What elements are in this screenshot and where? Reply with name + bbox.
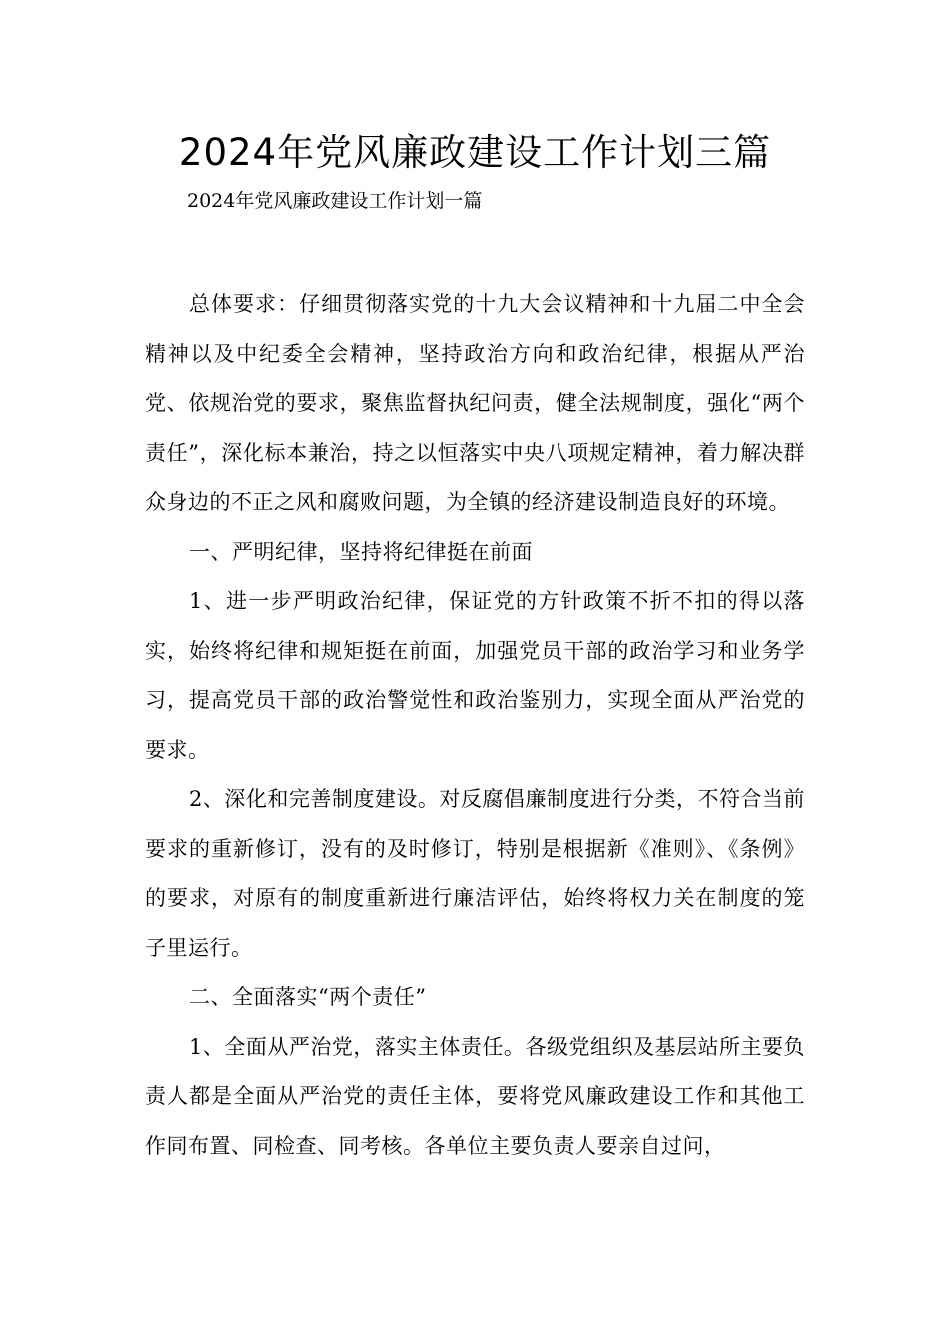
section-heading-1: 一、严明纪律，坚持将纪律挺在前面 bbox=[189, 539, 533, 564]
document-subtitle: 2024年党风廉政建设工作计划一篇 bbox=[187, 190, 483, 212]
document-body bbox=[145, 280, 805, 1171]
paragraph-2-1: 1、全面从严治党，落实主体责任。各级党组织及基层站所主要负责人都是全面从严治党的责任主体，要将党风廉政建设工作和其他工作同布置、同检查、同考核。各单位主要负责人要亲自过问， bbox=[145, 1034, 805, 1158]
section-heading-2: 二、全面落实“两个责任” bbox=[189, 985, 427, 1009]
paragraph-general-requirements: 总体要求：仔细贯彻落实党的十九大会议精神和十九届二中全会精神以及中纪委全会精神，坚持政治方向和政治纪律，根据从严治党、依规治党的要求，聚焦监督执纪问责，健全法规制度，强化“两个责任”，深化标本兼治，持之以恒落实中央八项规定精神，着力解决群众身边的不正之风和腐败问题，为全镇的经济建设制造良好的环境。 bbox=[145, 292, 805, 514]
paragraph-1-2: 2、深化和完善制度建设。对反腐倡廉制度进行分类，不符合当前要求的重新修订，没有的及时修订，特别是根据新《准则》、《条例》的要求，对原有的制度重新进行廉洁评估，始终将权力关在制度的笼子里运行。 bbox=[145, 787, 805, 960]
document-title: 2024年党风廉政建设工作计划三篇 bbox=[178, 131, 772, 174]
paragraph-1-1: 1、进一步严明政治纪律，保证党的方针政策不折不扣的得以落实，始终将纪律和规矩挺在前面，加强党员干部的政治学习和业务学习，提高党员干部的政治警觉性和政治鉴别力，实现全面从严治党的要求。 bbox=[145, 589, 805, 762]
